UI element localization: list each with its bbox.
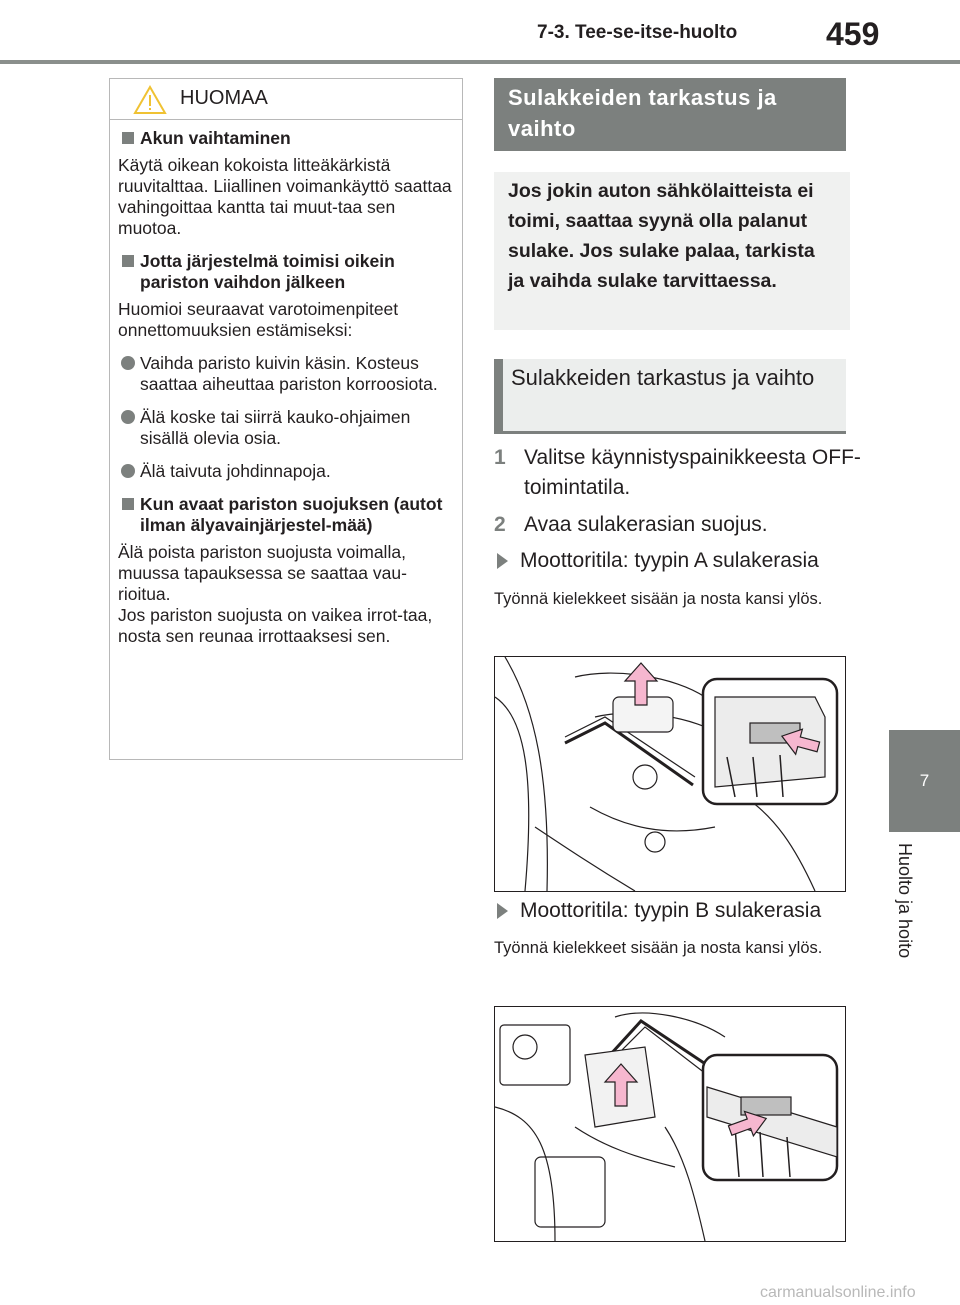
caution-subheading: Kun avaat pariston suojuksen (autot ilman älyavainjärjestel-mää) — [118, 494, 452, 536]
chapter-side-label-text: Huolto ja hoito — [895, 843, 915, 959]
caution-paragraph: Käytä oikean kokoista litteäkärkistä ruuvitalttaa. Liiallinen voimankäyttö saattaa vahingoittaa kantta tai muut-taa sen muotoa. — [118, 155, 452, 238]
caution-box — [109, 78, 463, 760]
lift-arrow-icon — [623, 661, 659, 707]
caution-header — [110, 79, 462, 120]
caution-subheading: Jotta järjestelmä toimisi oikein pariston vaihdon jälkeen — [118, 251, 452, 293]
caution-subheading: Akun vaihtaminen — [118, 128, 452, 149]
intro-text: Jos jokin auton sähkölaitteista ei toimi, saattaa syynä olla palanut sulake. Jos sulake palaa, tarkista ja vaihda sulake tarvittaessa. — [494, 172, 850, 330]
step-1: 1 Valitse käynnistyspainikkeesta OFF-toimintatila. — [494, 446, 861, 499]
section-title: Sulakkeiden tarkastus ja vaihto — [494, 78, 846, 151]
chapter-side-label — [888, 843, 928, 993]
triangle-bullet-icon — [497, 903, 508, 919]
caution-title: HUOMAA — [180, 87, 268, 109]
warning-triangle-icon — [133, 85, 167, 115]
figure-a-note: Työnnä kielekkeet sisään ja nosta kansi ylös. — [494, 590, 823, 608]
triangle-bullet-icon — [497, 553, 508, 569]
push-arrow-icon — [727, 1109, 769, 1139]
figure-a-illustration — [494, 656, 846, 892]
caution-bullet: Vaihda paristo kuivin käsin. Kosteus saattaa aiheuttaa pariston korroosiota. — [118, 353, 452, 395]
step-2: 2 Avaa sulakerasian suojus. — [494, 513, 768, 536]
figure-b-illustration — [494, 1006, 846, 1242]
figure-b-note: Työnnä kielekkeet sisään ja nosta kansi ylös. — [494, 939, 823, 957]
header-section-title: 7-3. Tee-se-itse-huolto — [537, 22, 738, 43]
caution-paragraph: Huomioi seuraavat varotoimenpiteet onnettomuuksien estämiseksi: — [118, 299, 399, 340]
header-rule — [0, 60, 960, 64]
caution-paragraph: Älä poista pariston suojusta voimalla, muussa tapauksessa se saattaa vau-rioitua. Jos pariston suojusta on vaikea irrot-taa, nosta sen reunaa irrottaaksesi sen. — [118, 542, 433, 646]
caution-bullet: Älä koske tai siirrä kauko-ohjaimen sisällä olevia osia. — [118, 407, 452, 449]
caution-bullet: Älä taivuta johdinnapoja. — [118, 461, 452, 482]
subsection-title: Sulakkeiden tarkastus ja vaihto — [494, 359, 846, 434]
lift-arrow-icon — [603, 1062, 639, 1108]
page-number: 459 — [826, 16, 880, 52]
push-arrow-icon — [779, 727, 821, 757]
figure-b-label: Moottoritila: tyypin B sulakerasia — [520, 899, 822, 922]
figure-a-label: Moottoritila: tyypin A sulakerasia — [520, 549, 819, 572]
watermark: carmanualsonline.info — [760, 1284, 916, 1301]
chapter-tab: 7 — [889, 730, 960, 832]
